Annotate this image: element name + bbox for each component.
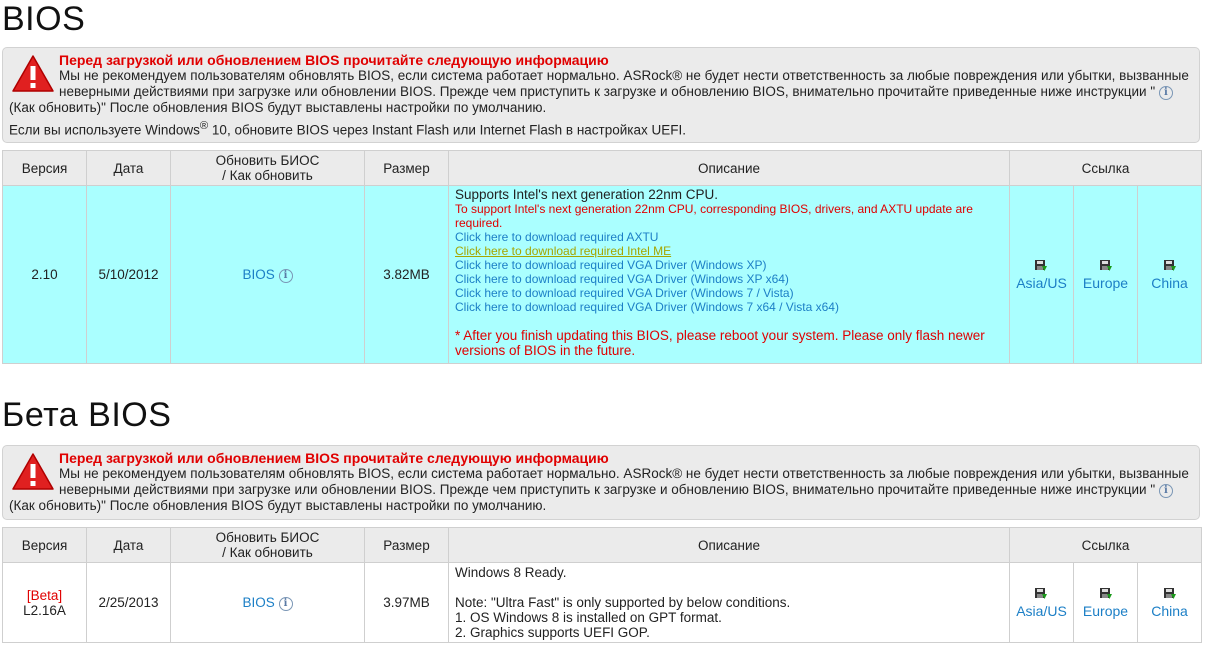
header-update-line1: Обновить БИОС [215,153,320,168]
beta-tag: [Beta] [26,587,63,603]
table-row [3,563,1202,643]
download-disk-icon [1099,259,1113,273]
row-size: 3.97MB [365,563,449,643]
notice-heading: Перед загрузкой или обновлением BIOS прочитайте следующую информацию [59,450,609,466]
download-disk-icon [1034,587,1048,601]
info-circle-icon[interactable]: i [1159,86,1173,100]
desc-blank-line [455,580,1003,595]
mirror-cell-china [1138,186,1202,364]
mirror-china-label: China [1151,602,1188,619]
row-version [3,563,87,643]
mirror-cell-asia [1010,186,1074,364]
row-version-value: L2.16A [23,602,66,618]
notice-body-continued: (Как обновить)" После обновления BIOS будут выставлены настройки по умолчанию. [9,100,547,115]
beta-bios-table [2,527,1202,643]
header-date: Дата [87,151,171,186]
beta-bios-warning-notice [2,445,1200,520]
row-bios-cell [171,563,365,643]
download-vga-win7-link[interactable]: Click here to download required VGA Driver (Windows 7 / Vista) [455,286,794,300]
desc-line: 1. OS Windows 8 is installed on GPT format. [455,610,722,625]
header-update-line1: Обновить БИОС [215,530,320,545]
mirror-europe-link[interactable] [1083,259,1128,291]
download-axtu-link[interactable]: Click here to download required AXTU [455,230,659,244]
header-version: Версия [3,528,87,563]
desc-line: Note: "Ultra Fast" is only supported by below conditions. [455,595,791,610]
table-header-row [3,528,1202,563]
info-circle-icon[interactable]: i [279,597,293,611]
notice-body [59,68,1191,100]
row-description [449,563,1010,643]
header-size: Размер [365,528,449,563]
header-description: Описание [449,528,1010,563]
desc-line: 2. Graphics supports UEFI GOP. [455,625,650,640]
bios-section-title: BIOS [2,0,86,38]
mirror-europe-label: Europe [1082,602,1129,619]
bios-download-link[interactable]: BIOS [242,266,275,282]
desc-reboot-note: * After you finish updating this BIOS, please reboot your system. Please only flash newer versions of BIOS in the future. [455,328,985,358]
mirror-cell-asia [1010,563,1074,643]
header-update-line2: / Как обновить [222,545,313,560]
download-intel-me-link[interactable]: Click here to download required Intel ME [455,244,672,258]
download-disk-icon [1099,587,1113,601]
table-header-row [3,151,1202,186]
download-vga-xp-link[interactable]: Click here to download required VGA Driver (Windows XP) [455,258,767,272]
mirror-asia-label: Asia/US [1016,274,1067,291]
mirror-europe-link[interactable] [1083,587,1128,619]
mirror-asia-link[interactable] [1016,587,1067,619]
desc-main-text: Supports Intel's next generation 22nm CPU. [455,187,718,202]
table-row [3,186,1202,364]
info-circle-icon[interactable]: i [279,269,293,283]
mirror-china-label: China [1151,274,1188,291]
mirror-china-link[interactable] [1151,587,1188,619]
notice-body [59,466,1191,498]
mirror-cell-china [1138,563,1202,643]
registered-mark: ® [199,120,209,132]
header-update-line2: / Как обновить [222,168,313,183]
download-vga-win7x64-link[interactable]: Click here to download required VGA Driver (Windows 7 x64 / Vista x64) [455,300,839,314]
beta-bios-section-title: Бета BIOS [2,396,172,434]
row-version: 2.10 [3,186,87,364]
notice-windows10-text [9,118,1191,139]
desc-requirement-text: To support Intel's next generation 22nm CPU, corresponding BIOS, drivers, and AXTU update are required. [455,202,973,230]
row-date: 2/25/2013 [87,563,171,643]
header-update [171,151,365,186]
header-link: Ссылка [1010,528,1202,563]
header-link: Ссылка [1010,151,1202,186]
header-size: Размер [365,151,449,186]
warning-triangle-icon [11,54,55,94]
info-circle-icon[interactable]: i [1159,484,1173,498]
mirror-china-link[interactable] [1151,259,1188,291]
header-version: Версия [3,151,87,186]
mirror-cell-europe [1074,186,1138,364]
row-description [449,186,1010,364]
notice-body-text: Мы не рекомендуем пользователям обновлять BIOS, если система работает нормально. ASRock® не будет нести ответственность за любые повреждения или убытки, вызванные неверными действиями при загрузке или обновлении BIOS. Прежде чем приступить к загрузке и обновлению BIOS, внимательно прочитайте приведенные ниже инструкции " [59,466,1189,497]
download-disk-icon [1163,259,1177,273]
header-update [171,528,365,563]
header-description: Описание [449,151,1010,186]
mirror-cell-europe [1074,563,1138,643]
bios-table [2,150,1202,364]
notice-body-text: Мы не рекомендуем пользователям обновлять BIOS, если система работает нормально. ASRock® не будет нести ответственность за любые повреждения или убытки, вызванные неверными действиями при загрузке или обновлении BIOS. Прежде чем приступить к загрузке и обновлению BIOS, внимательно прочитайте приведенные ниже инструкции " [59,68,1189,99]
download-disk-icon [1034,259,1048,273]
notice-body-continued: (Как обновить)" После обновления BIOS будут выставлены настройки по умолчанию. [9,498,547,513]
bios-warning-notice [2,47,1200,143]
warning-triangle-icon [11,452,55,492]
bios-download-link[interactable]: BIOS [242,594,275,610]
mirror-asia-link[interactable] [1016,259,1067,291]
desc-line: Windows 8 Ready. [455,565,567,580]
notice-extra-post: 10, обновите BIOS через Instant Flash или Internet Flash в настройках UEFI. [208,122,686,138]
header-date: Дата [87,528,171,563]
notice-extra-pre: Если вы используете Windows [9,122,200,138]
mirror-asia-label: Asia/US [1016,602,1067,619]
download-vga-xp64-link[interactable]: Click here to download required VGA Driver (Windows XP x64) [455,272,789,286]
mirror-europe-label: Europe [1082,274,1129,291]
notice-heading: Перед загрузкой или обновлением BIOS прочитайте следующую информацию [59,52,609,68]
row-date: 5/10/2012 [87,186,171,364]
download-disk-icon [1163,587,1177,601]
row-bios-cell [171,186,365,364]
row-size: 3.82MB [365,186,449,364]
